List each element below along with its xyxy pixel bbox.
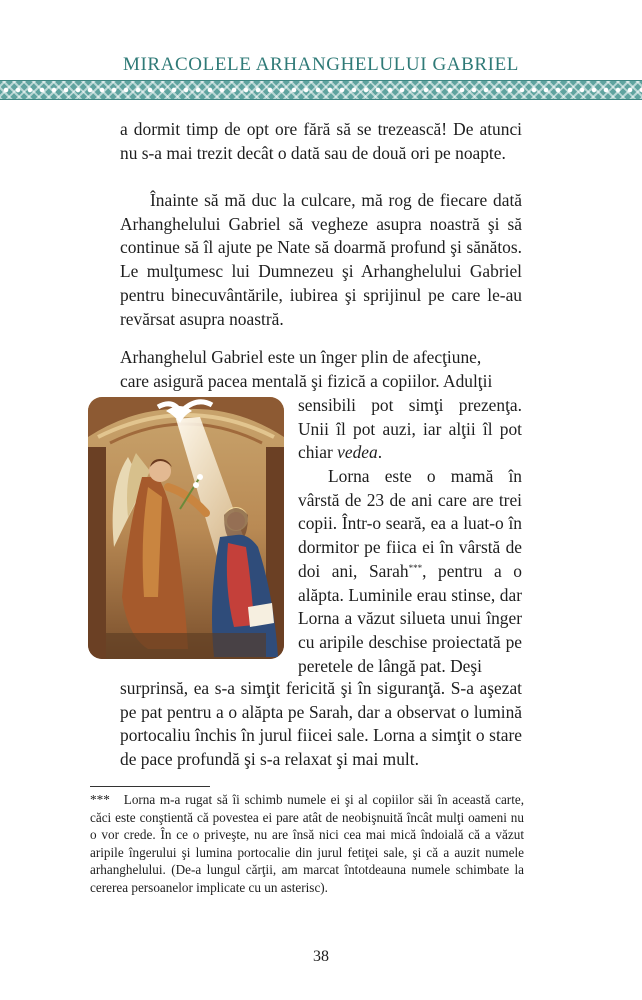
footnote-reference: *** [408,562,423,573]
footnote-rule [90,786,210,787]
paragraph-4-side [298,465,522,678]
paragraph-4-full: surprinsă, ea s-a simţit fericită şi în siguranţă. S-a aşezat pe pat pentru a o alăpta pe Sarah, dar a observat o lumină portocaliu închis în jurul fiicei sale. Lorna a simţit o stare de pace profundă şi s-a relaxat şi mai mult. [120,678,522,770]
paragraph-2: Înainte să mă duc la culcare, mă rog de fiecare dată Arhanghelului Gabriel să vegheze asupra noastră şi să continue să îl ajute pe Nate să doarmă profund şi sănătos. Le mulţumesc lui Dumnezeu şi Arhanghelului Gabriel pentru binecuvântările, iubirea şi sprijinul pe care le-au revărsat asupra noastră. [120,190,522,329]
footnote-text: Lorna m-a rugat să îi schimb numele ei şi al copiilor săi în această carte, căci este conştientă că povestea ei pare atât de neobişnuită încât mulţi oameni nu o vor crede. În ce o priveşte, nu are însă nici cea mai mică îndoială că a văzut aripile îngerului şi lumina portocalie din jurul fetiţei sale, şi că a auzit numele arhanghelului. (De-a lungul cărţii, am marcat întotdeauna numele schimbate la cererea persoanelor implicate cu un asterisc). [90,792,525,895]
emphasis-vedea: vedea [337,442,378,463]
page-number: 38 [313,948,329,965]
paragraph-1: a dormit timp de opt ore fără să se trezească! De atunci nu s-a mai trezit decât o dată sau de două ori pe noapte. [120,119,522,163]
paragraph-3-line-2: care asigură pacea mentală şi fizică a copiilor. Adulţii [120,371,493,391]
paragraph-3-side-text: sensibili pot simţi prezenţa. Unii îl pot auzi, iar alţii îl pot chiar [298,395,522,463]
paragraph-3-period: . [377,442,383,463]
paragraph-3-line-1: Arhanghelul Gabriel este un înger plin de afecţiune, [120,347,482,367]
running-head-title: MIRACOLELE ARHANGHELULUI GABRIEL [123,54,519,75]
annunciation-illustration [88,397,284,659]
paragraph-4-side-cont: , pentru a o alăpta. Luminile erau stinse, dar Lorna a văzut silueta unui înger cu aripile deschise proiectată pe peretele de lângă pat. Deşi [298,560,523,676]
decorative-border-band [0,80,642,100]
footnote [90,791,524,897]
footnote-marker: *** [90,792,110,807]
paragraph-4-side-text: Lorna este o mamă în vârstă de 23 de ani care are trei copii. Într-o seară, ea a luat-o în dormitor pe fiica ei în vârstă de doi ani, Sarah [298,466,522,581]
paragraph-3-side [298,394,522,465]
